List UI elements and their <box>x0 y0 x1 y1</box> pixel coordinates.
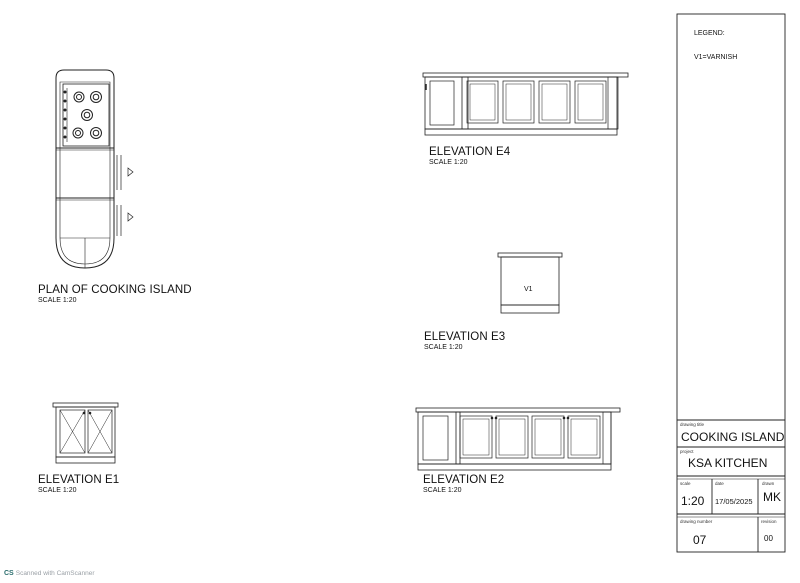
drawing-number: 07 <box>693 533 707 547</box>
legend-item: V1=VARNISH <box>694 54 738 61</box>
scale-value: 1:20 <box>681 494 705 508</box>
e3-title: ELEVATION E3 <box>424 331 506 343</box>
drawing-title-label: drawing title <box>680 422 705 427</box>
project-name: KSA KITCHEN <box>688 456 768 470</box>
revision-label: revision <box>761 519 777 524</box>
revision-value: 00 <box>764 534 773 543</box>
scale-label: scale <box>680 481 691 486</box>
elevation-e2 <box>416 408 620 470</box>
e1-title: ELEVATION E1 <box>38 474 120 486</box>
e3-scale: SCALE 1:20 <box>424 344 463 351</box>
elevation-e3 <box>498 253 562 313</box>
drawing-title: COOKING ISLAND <box>681 430 785 444</box>
hob-burners <box>73 92 102 139</box>
plan-cooking-island <box>56 70 133 268</box>
date-label: date <box>715 481 724 486</box>
e3-finish-tag: V1 <box>524 286 533 293</box>
date-value: 17/05/2025 <box>715 497 753 506</box>
elevation-e4 <box>423 73 628 135</box>
drawn-label: drawn <box>762 481 775 486</box>
e2-title: ELEVATION E2 <box>423 474 505 486</box>
camscanner-logo: CS <box>4 570 14 577</box>
title-block-frame <box>677 14 785 552</box>
camscanner-text: Scanned with CamScanner <box>15 570 95 577</box>
drawn-value: MK <box>763 490 781 504</box>
camscanner-watermark <box>4 570 95 577</box>
legend-heading: LEGEND: <box>694 30 725 37</box>
elevation-e1 <box>53 403 118 463</box>
e4-scale: SCALE 1:20 <box>429 159 468 166</box>
e2-scale: SCALE 1:20 <box>423 487 462 494</box>
e4-title: ELEVATION E4 <box>429 146 511 158</box>
plan-title: PLAN OF COOKING ISLAND <box>38 284 192 296</box>
drawing-number-label: drawing number <box>680 519 713 524</box>
project-label: project <box>680 449 694 454</box>
plan-scale: SCALE 1:20 <box>38 297 77 304</box>
e1-scale: SCALE 1:20 <box>38 487 77 494</box>
